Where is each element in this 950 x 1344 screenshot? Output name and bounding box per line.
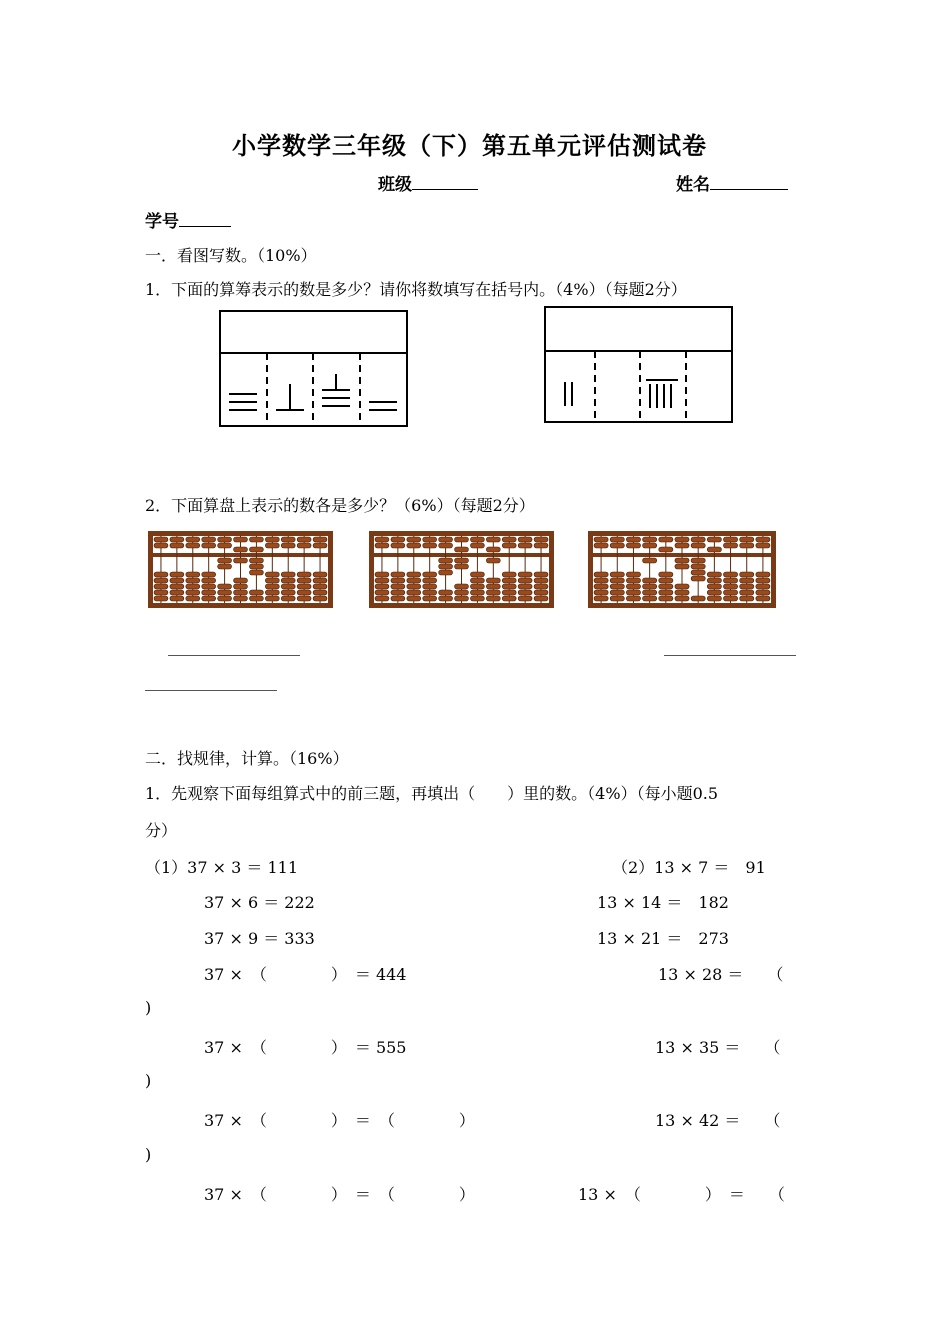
class-field <box>378 170 478 195</box>
section1-q1: 1．下面的算筹表示的数是多少？请你将数填写在括号内。（4%）（每题2分） <box>145 280 687 299</box>
equation-left-4: 37 × （ ） ＝ 444 <box>204 965 407 984</box>
student-id-blank[interactable] <box>179 212 231 227</box>
section1-heading: 一．看图写数。（10%） <box>145 246 317 265</box>
section1-q2: 2．下面算盘上表示的数各是多少？（6%）（每题2分） <box>145 496 535 515</box>
equation-left-7: 37 × （ ） ＝ （ ） <box>204 1185 475 1204</box>
student-id-field <box>145 207 231 232</box>
section2-heading: 二．找规律，计算。（16%） <box>145 749 349 768</box>
equation-left-6: 37 × （ ） ＝ （ ） <box>204 1111 475 1130</box>
name-label: 姓名 <box>676 175 710 195</box>
abacus-1 <box>148 531 333 608</box>
name-field <box>676 170 788 195</box>
student-id-label: 学号 <box>145 212 179 232</box>
wrapped-paren-1: ) <box>145 998 152 1017</box>
page-title: 小学数学三年级（下）第五单元评估测试卷 <box>232 132 707 160</box>
abacus-answer-line-1[interactable] <box>168 655 300 656</box>
equation-right-4: 13 × 28 ＝ （ <box>658 965 784 984</box>
equation-left-3: 37 × 9 ＝ 333 <box>204 929 315 948</box>
section2-q1-line1: 1．先观察下面每组算式中的前三题，再填出（ ）里的数。（4%）（每小题0.5 <box>145 784 719 803</box>
equation-right-2: 13 × 14 ＝ 182 <box>597 893 729 912</box>
abacus-2 <box>369 531 554 608</box>
equation-right-3: 13 × 21 ＝ 273 <box>597 929 729 948</box>
class-label: 班级 <box>378 175 412 195</box>
name-blank[interactable] <box>710 175 788 190</box>
counting-rods-diagram-2 <box>544 306 734 424</box>
abacus-answer-line-3[interactable] <box>145 690 277 691</box>
equation-left-1: （1）37 × 3 ＝ 111 <box>145 858 299 877</box>
equation-right-1: （2）13 × 7 ＝ 91 <box>612 858 766 877</box>
wrapped-paren-3: ) <box>145 1145 152 1164</box>
section2-q1-line2: 分） <box>145 821 178 840</box>
equation-right-6: 13 × 42 ＝ （ <box>655 1111 781 1130</box>
equation-right-5: 13 × 35 ＝ （ <box>655 1038 781 1057</box>
counting-rods-diagram-1 <box>219 310 409 428</box>
equation-left-2: 37 × 6 ＝ 222 <box>204 893 315 912</box>
equation-right-7: 13 × （ ） ＝ （ <box>578 1185 785 1204</box>
equation-left-5: 37 × （ ） ＝ 555 <box>204 1038 407 1057</box>
abacus-answer-line-2[interactable] <box>664 655 796 656</box>
class-blank[interactable] <box>412 175 478 190</box>
abacus-3 <box>588 531 776 608</box>
wrapped-paren-2: ) <box>145 1071 152 1090</box>
